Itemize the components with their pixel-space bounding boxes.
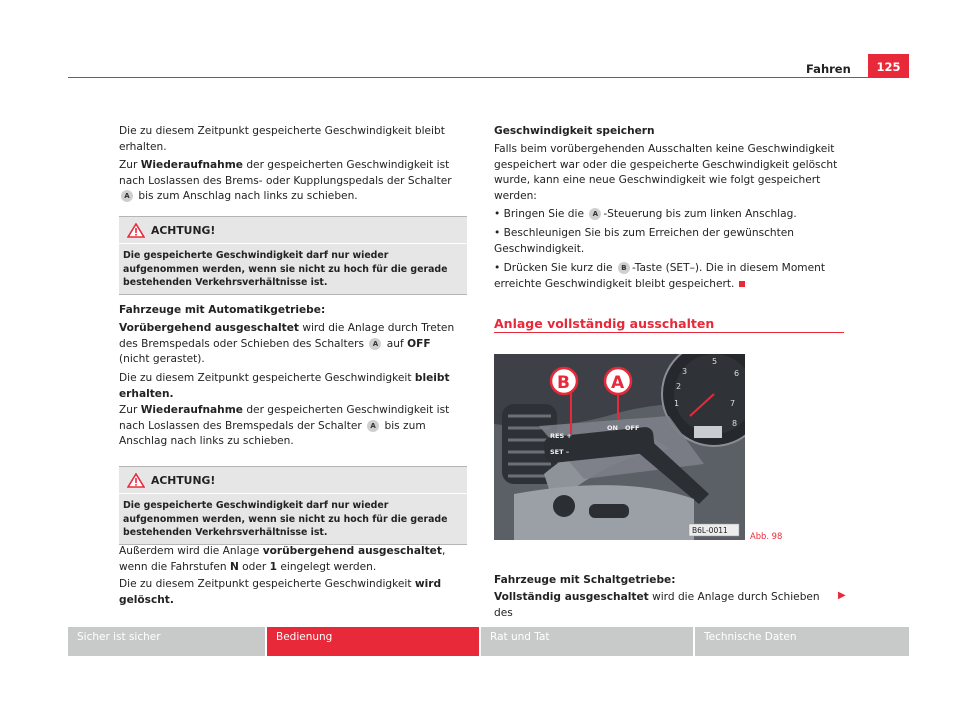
- tab-technische-daten[interactable]: Technische Daten: [695, 627, 909, 656]
- warning-text: Die gespeicherte Geschwindigkeit darf nur wieder aufgenommen werden, wenn sie nicht zu hoch für die gerade bestehenden Verkehrsverhältnisse ist.: [123, 500, 448, 538]
- paragraph: Die zu diesem Zeitpunkt gespeicherte Geschwindigkeit wird gelöscht.: [119, 578, 442, 606]
- svg-text:2: 2: [676, 382, 682, 391]
- svg-text:3: 3: [682, 367, 688, 376]
- svg-text:7: 7: [730, 399, 736, 408]
- paragraph: Die zu diesem Zeitpunkt gespeicherte Geschwindigkeit bleibt erhalten.: [119, 125, 445, 153]
- warning-triangle-icon: [127, 223, 145, 238]
- tab-rat-und-tat[interactable]: Rat und Tat: [481, 627, 693, 656]
- key-a-icon: A: [367, 420, 379, 432]
- key-b-icon: B: [618, 262, 630, 274]
- section-rule: [494, 332, 844, 333]
- callout-b-label: B: [557, 373, 570, 393]
- svg-text:5: 5: [712, 357, 718, 366]
- tab-sicher-ist-sicher[interactable]: Sicher ist sicher: [68, 627, 265, 656]
- tab-bedienung[interactable]: Bedienung: [267, 627, 479, 656]
- lever-on-label: ON: [607, 424, 618, 432]
- paragraph: Falls beim vorübergehenden Ausschalten keine Geschwindigkeit gespeichert war oder die gespeicherte Geschwindigkeit gelöscht wurde, kann eine neue Geschwindigkeit wie folgt gespeichert werden:: [494, 143, 838, 202]
- paragraph: Zur Wiederaufnahme der gespeicherten Geschwindigkeit ist nach Loslassen des Bremspedals der Schalter A bis zum Anschlag nach links zu schieben.: [119, 404, 450, 447]
- paragraph: Vollständig ausgeschaltet wird die Anlage durch Schieben des: [494, 591, 820, 619]
- end-marker-icon: [739, 281, 745, 287]
- subheading: Fahrzeuge mit Automatikgetriebe:: [119, 304, 326, 316]
- page-number: 125: [868, 54, 909, 78]
- warning-text: Die gespeicherte Geschwindigkeit darf nur wieder aufgenommen werden, wenn sie nicht zu hoch für die gerade bestehenden Verkehrsverhältnisse ist.: [123, 250, 448, 288]
- subheading: Geschwindigkeit speichern: [494, 125, 655, 137]
- paragraph: Außerdem wird die Anlage vorübergehend ausgeschaltet, wenn die Fahrstufen N oder 1 eingelegt werden.: [119, 545, 446, 573]
- figure-cruise-control-lever: [494, 354, 745, 540]
- callout-a-label: A: [611, 373, 625, 393]
- chapter-title: Fahren: [806, 62, 851, 76]
- svg-text:1: 1: [674, 399, 680, 408]
- dashboard-illustration: [494, 354, 745, 540]
- paragraph: Zur Wiederaufnahme der gespeicherten Geschwindigkeit ist nach Loslassen des Brems- oder Kupplungspedals der Schalter A bis zum Anschlag nach links zu schieben.: [119, 159, 452, 202]
- warning-box: [119, 216, 467, 295]
- section-heading: Anlage vollständig ausschalten: [494, 316, 715, 331]
- key-a-icon: A: [369, 338, 381, 350]
- figure-caption: Abb. 98: [750, 531, 783, 541]
- warning-title: ACHTUNG!: [151, 224, 216, 237]
- warning-title: ACHTUNG!: [151, 474, 216, 487]
- paragraph: Die zu diesem Zeitpunkt gespeicherte Geschwindigkeit bleibt erhalten.: [119, 372, 450, 400]
- svg-text:6: 6: [734, 369, 740, 378]
- warning-triangle-icon: [127, 473, 145, 488]
- list-item: • Beschleunigen Sie bis zum Erreichen der gewünschten Geschwindigkeit.: [494, 227, 795, 255]
- warning-box: [119, 466, 467, 545]
- continue-arrow-icon: ▶: [838, 590, 846, 601]
- list-item: • Bringen Sie die A -Steuerung bis zum linken Anschlag.: [494, 208, 797, 220]
- chapter-tabs: [68, 627, 909, 656]
- svg-text:8: 8: [732, 419, 738, 428]
- header-rule: [68, 77, 868, 78]
- lever-res-label: RES +: [550, 432, 572, 440]
- list-item: • Drücken Sie kurz die B -Taste (SET–). Die in diesem Moment erreichte Geschwindigkeit bleibt gespeichert.: [494, 262, 826, 290]
- paragraph: Vorübergehend ausgeschaltet wird die Anlage durch Treten des Bremspedals oder Schieben des Schalters A auf OFF (nicht gerastet).: [119, 322, 455, 365]
- key-a-icon: A: [121, 190, 133, 202]
- figure-code: B6L-0011: [692, 526, 728, 535]
- lever-set-label: SET –: [550, 448, 570, 456]
- key-a-icon: A: [589, 208, 601, 220]
- lever-off-label: OFF: [625, 424, 640, 432]
- subheading: Fahrzeuge mit Schaltgetriebe:: [494, 574, 676, 586]
